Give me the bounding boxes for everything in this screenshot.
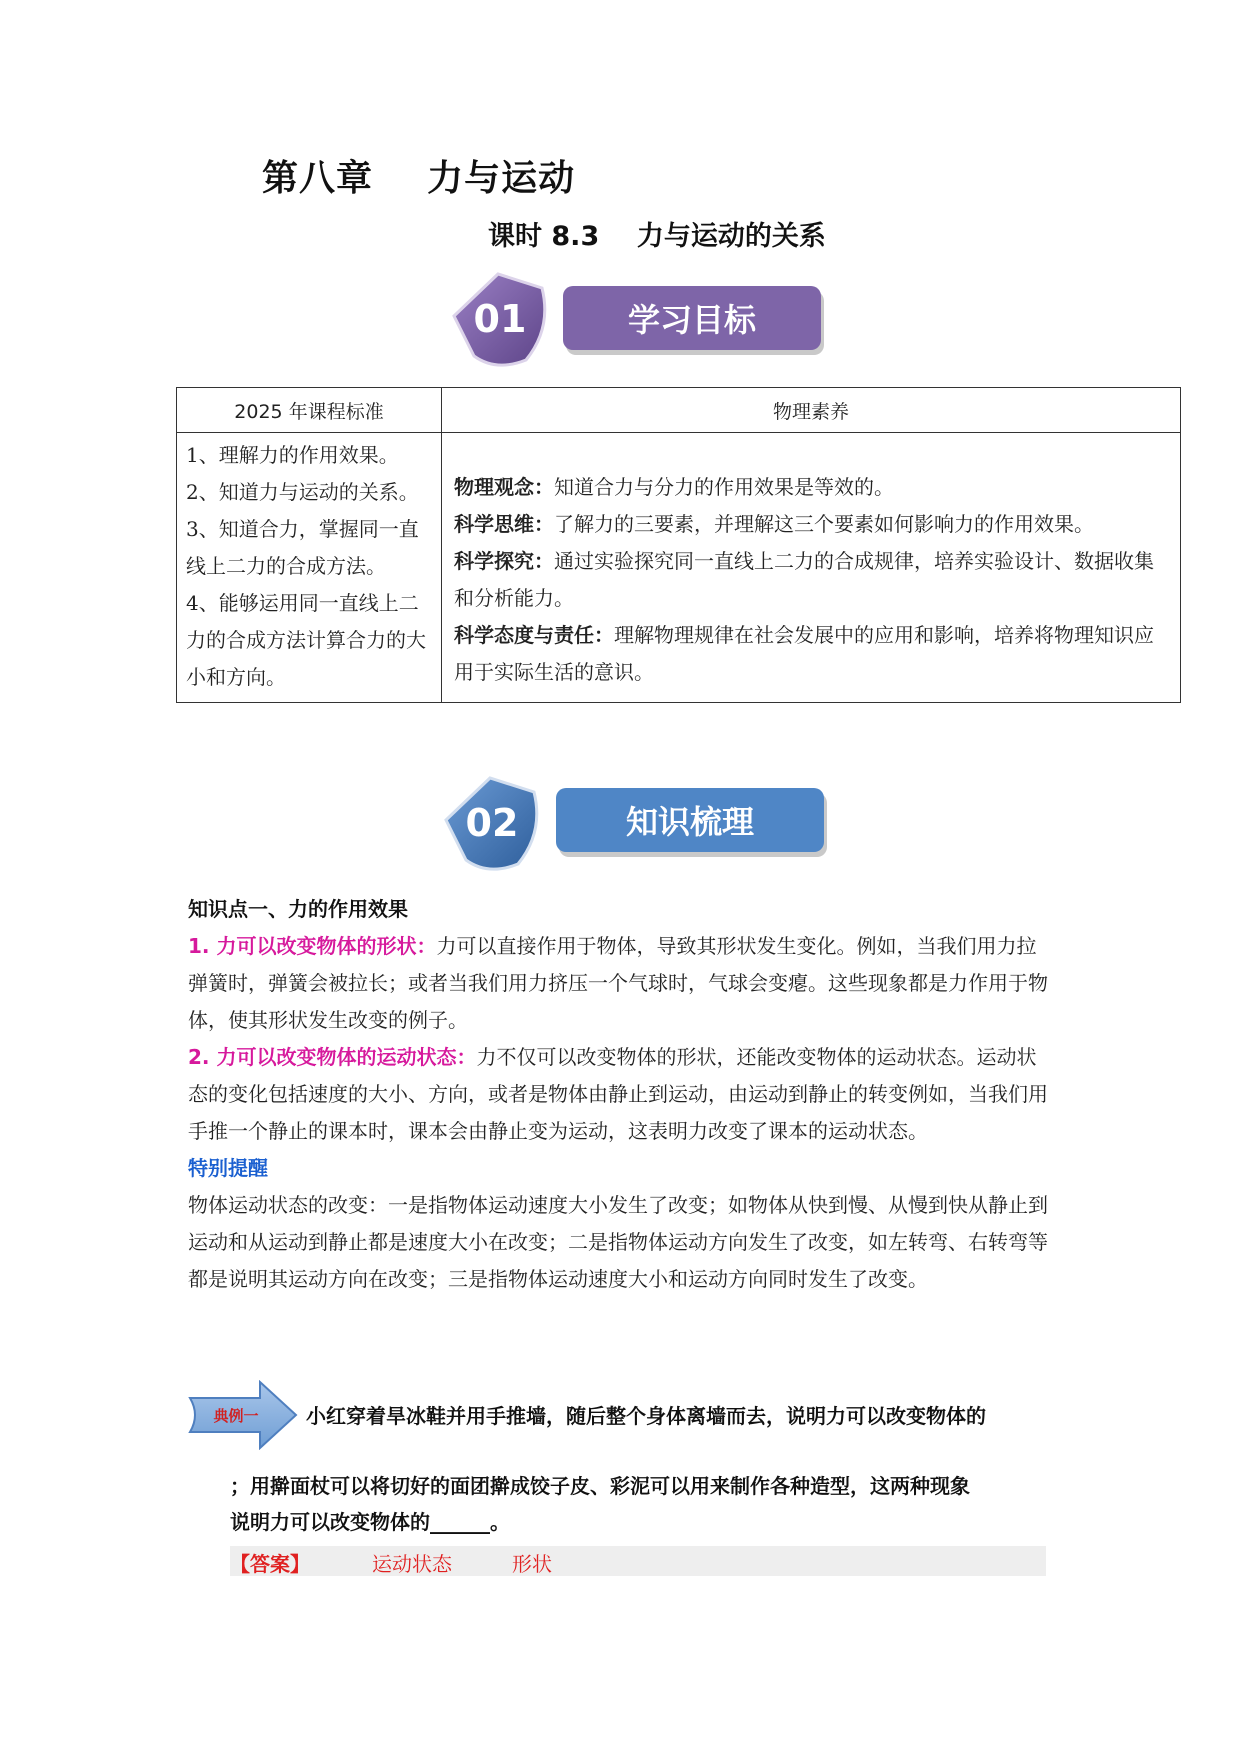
objectives-table xyxy=(176,387,1181,703)
section-number-badge-01 xyxy=(446,268,556,378)
knowledge-section xyxy=(188,891,1048,1298)
tip-heading: 特别提醒 xyxy=(188,1156,268,1180)
standard-item: 2、知道力与运动的关系。 xyxy=(186,480,419,504)
literacy-item: 科学态度与责任：理解物理规律在社会发展中的应用和影响，培养将物理知识应用于实际生活的意识。 xyxy=(454,623,1154,684)
knowledge-point-title: 知识点一、力的作用效果 xyxy=(188,897,408,921)
example-question-line3: 说明力可以改变物体的______。 xyxy=(230,1510,510,1534)
example-arrow-icon xyxy=(188,1380,300,1450)
answer-1: 运动状态 xyxy=(372,1552,452,1576)
paragraph-motion: 2. 力可以改变物体的运动状态：力不仅可以改变物体的形状，还能改变物体的运动状态。运动状态的变化包括速度的大小、方向，或者是物体由静止到运动，由运动到静止的转变例如，当我们用手推一个静止的课本时，课本会由静止变为运动，这表明力改变了课本的运动状态。 xyxy=(188,1045,1048,1143)
lesson-title: 课时 8.3 力与运动的关系 xyxy=(488,221,826,252)
literacy-item: 科学思维：了解力的三要素，并理解这三个要素如何影响力的作用效果。 xyxy=(454,512,1094,536)
standard-item: 1、理解力的作用效果。 xyxy=(186,443,399,467)
answer-row xyxy=(230,1546,1046,1576)
section1-heading: 学习目标 xyxy=(563,286,821,350)
example-question-line2: ；用擀面杖可以将切好的面团擀成饺子皮、彩泥可以用来制作各种造型，这两种现象 xyxy=(230,1474,970,1498)
example-question-line1: 小红穿着旱冰鞋并用手推墙，随后整个身体离墙而去，说明力可以改变物体的 xyxy=(306,1404,986,1428)
paragraph-shape: 1. 力可以改变物体的形状：力可以直接作用于物体，导致其形状发生变化。例如，当我们用力拉弹簧时，弹簧会被拉长；或者当我们用力挤压一个气球时，气球会变瘪。这些现象都是力作用于物体，使其形状发生改变的例子。 xyxy=(188,934,1048,1032)
tip-text: 物体运动状态的改变：一是指物体运动速度大小发生了改变；如物体从快到慢、从慢到快从静止到运动和从运动到静止都是速度大小在改变；二是指物体运动方向发生了改变，如左转弯、右转弯等都是说明其运动方向在改变；三是指物体运动速度大小和运动方向同时发生了改变。 xyxy=(188,1193,1048,1291)
standard-item: 4、能够运用同一直线上二力的合成方法计算合力的大小和方向。 xyxy=(186,591,426,689)
literacy-item: 物理观念：知道合力与分力的作用效果是等效的。 xyxy=(454,475,894,499)
example-tag: 典例一 xyxy=(213,1407,259,1425)
answer-2: 形状 xyxy=(512,1552,552,1576)
literacy-item: 科学探究：通过实验探究同一直线上二力的合成规律，培养实验设计、数据收集和分析能力。 xyxy=(454,549,1154,610)
section2-heading: 知识梳理 xyxy=(556,788,824,852)
section-number-badge-02 xyxy=(438,772,548,882)
table-header-literacy: 物理素养 xyxy=(442,388,1181,433)
section2-number: 02 xyxy=(465,801,519,845)
answer-label: 【答案】 xyxy=(230,1552,310,1576)
chapter-title: 第八章 力与运动 xyxy=(262,158,576,199)
table-header-standard: 2025 年课程标准 xyxy=(177,388,442,433)
section1-number: 01 xyxy=(473,297,527,341)
standard-item: 3、知道合力，掌握同一直线上二力的合成方法。 xyxy=(186,517,419,578)
